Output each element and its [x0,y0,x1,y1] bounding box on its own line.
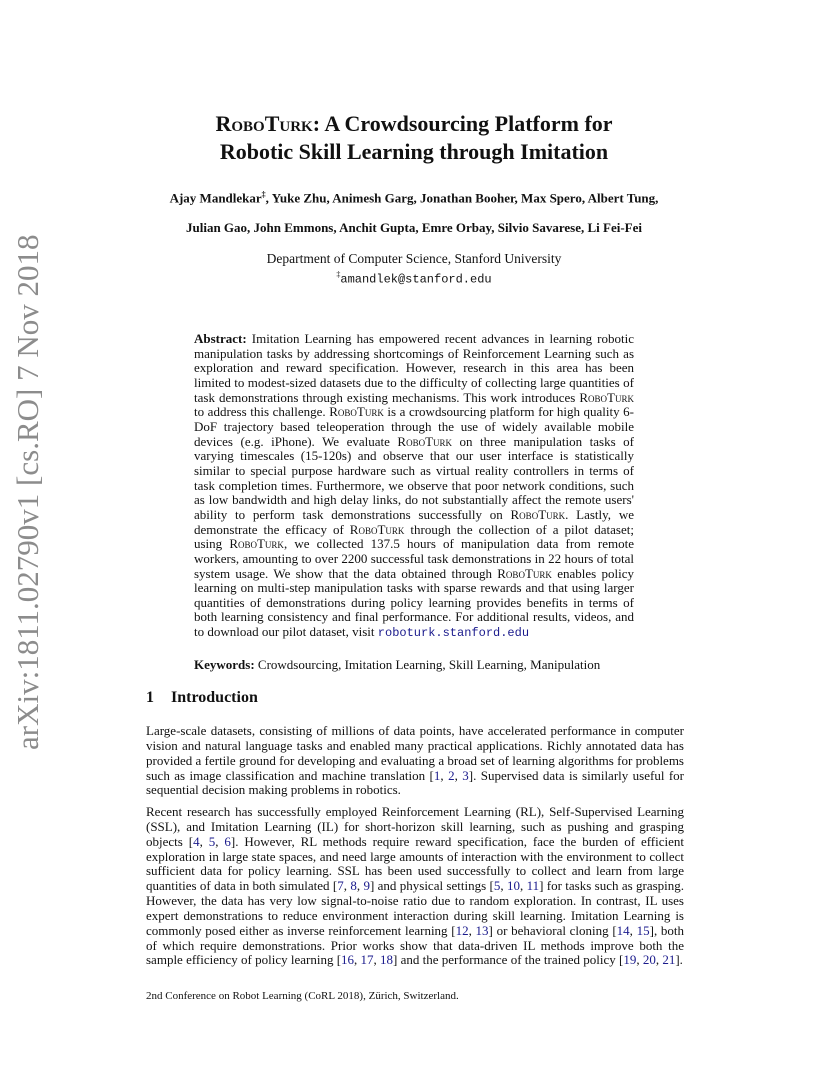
paragraph-text: ] and the performance of the trained policy [ [393,952,624,968]
abstract-text: to address this challenge. [194,404,330,420]
citation-link[interactable]: 8 [350,878,357,894]
citation-link[interactable]: 5 [493,878,501,894]
conference-footer: 2nd Conference on Robot Learning (CoRL 2018), Zürich, Switzerland. [146,990,459,1002]
citation-link[interactable]: 15 [636,922,650,938]
citation-link[interactable]: 7 [337,878,344,894]
paragraph-text: Large-scale datasets, consisting of millions of data points, have accelerated performance in computer vision and natural language tasks and enabled many practical applications. Richly annotated data has provided a fertile ground for developing and evaluating a broad set of learning algorithms for problems such as image classification and machine translation [ [146,723,684,783]
abstract-system-name: RoboTurk [497,565,552,581]
citation-link[interactable]: 1 [433,767,441,783]
authors-line2: Julian Gao, John Emmons, Anchit Gupta, Emre Orbay, Silvio Savarese, Li Fei-Fei [185,220,642,235]
citation-link[interactable]: 2 [448,767,455,783]
paragraph-text: ] for tasks such as grasping. However, the data has very low signal-to-noise ratio due to random exploration. In contrast, IL uses expert demonstrations to reduce environment interaction during skill learning. Imitation Learning is commonly posed either as inverse reinforcement learning [ [146,878,685,938]
intro-paragraph-2: Recent research has successfully employed Reinforcement Learning (RL), Self-Supervised Learning (SSL), and Imitation Learning (IL) for short-horizon skill learning, such as pushing and grasping objects [4, 5, 6]. However, RL methods require reward specification, face the burden of efficient exploration in large state spaces, and need large amounts of interaction with the environment to collect sufficient data for policy learning. SSL has been used successfully to collect and learn from large quantities of data in both simulated [7, 8, 9] and physical settings [5, 10, 11] for tasks such as grasping. However, the data has very low signal-to-noise ratio due to random exploration. In contrast, IL uses expert demonstrations to reduce environment interaction during skill learning. Imitation Learning is commonly posed either as inverse reinforcement learning [12, 13] or behavioral cloning [14, 15], both of which require demonstrations. Prior works show that data-driven IL methods improve both the sample efficiency of policy learning [16, 17, 18] and the performance of the trained policy [19, 20, 21]. [146,804,685,968]
section-title: Introduction [171,689,258,706]
abstract-system-name: RoboTurk [329,404,384,420]
abstract [194,332,634,641]
abstract-text: is a crowdsourcing platform for high quality 6-DoF trajectory based teleoperation through the use of widely available mobile devices (e.g. iPhone). We evaluate [194,404,635,449]
citation-link[interactable]: 6 [224,833,231,849]
email-address: amandlek@stanford.edu [340,272,492,287]
author-first: Ajay Mandlekar [169,190,262,206]
abstract-system-name: RoboTurk [397,433,453,449]
abstract-text: . Lastly, we demonstrate the efficacy of [194,506,634,537]
intro-paragraph-1: Large-scale datasets, consisting of millions of data points, have accelerated performance in computer vision and natural language tasks and enabled many practical applications. Richly annotated data has provided a fertile ground for developing and evaluating a broad set of learning algorithms for problems such as image classification and machine translation [1, 2, 3]. Supervised data is similarly useful for sequential decision making problems in robotics. [146,723,685,798]
department: Department of Computer Science, Stanford University [266,251,562,266]
affiliation [0,251,828,288]
citation-link[interactable]: 19 [623,952,637,968]
paragraph-text: Recent research has successfully employed Reinforcement Learning (RL), Self-Supervised Learning (SSL), and Imitation Learning (IL) for short-horizon skill learning, such as pushing and grasping objects [ [146,804,684,849]
citation-link[interactable]: 21 [662,952,676,968]
title-line2: Robotic Skill Learning through Imitation [219,139,609,164]
section-heading [146,689,258,707]
project-link[interactable]: roboturk.stanford.edu [377,626,530,641]
paragraph-text: ]. Supervised data is similarly useful for sequential decision making problems in robotics. [146,767,685,798]
citation-link[interactable]: 18 [380,952,394,968]
citation-link[interactable]: 16 [341,952,355,968]
keywords-text: Crowdsourcing, Imitation Learning, Skill Learning, Manipulation [254,657,601,672]
keywords-label: Keywords: [194,657,255,672]
abstract-text: , we collected 137.5 hours of manipulation data from remote workers, amounting to over 2200 successful task demonstrations in 22 hours of total system usage. We show that the data obtained through [194,536,635,581]
paragraph-text: ]. However, RL methods require reward specification, face the burden of efficient exploration in large state spaces, and need large amounts of interaction with the environment to collect sufficient data for policy learning. SSL has been used successfully to collect and learn from large quantities of data in both simulated [ [146,833,685,894]
paragraph-text: ], both of which require demonstrations. Prior works show that data-driven IL methods improve both the sample efficiency of policy learning [ [146,922,685,968]
section-number: 1 [146,689,154,706]
abstract-text: through the collection of a pilot dataset; using [194,521,634,552]
paragraph-text: ] and physical settings [ [369,878,494,894]
title-system-name: RoboTurk [215,111,313,136]
keywords [194,657,634,673]
abstract-text: enables policy learning on multi-step manipulation tasks with sparse rewards and that using larger quantities of demonstrations during policy learning provides benefits in terms of both learning consistency and final performance. For additional results, videos, and to download our pilot dataset, visit [194,565,634,640]
abstract-label: Abstract: [194,331,247,346]
citation-link[interactable]: 9 [363,878,370,894]
abstract-system-name: RoboTurk [349,521,405,537]
citation-link[interactable]: 12 [455,922,469,938]
abstract-system-name: RoboTurk [579,389,634,405]
citation-link[interactable]: 4 [193,833,200,849]
abstract-text: on three manipulation tasks of varying timescales (15-120s) and observe that our user interface is statistically similar to special purpose hardware such as virtual reality controllers in terms of task completion times. Furthermore, we observe that poor network conditions, such as low bandwidth and high delay links, do not substantially affect the remote users' ability to perform task demonstrations successfully on [194,433,634,522]
citation-link[interactable]: 14 [616,922,630,938]
citation-link[interactable]: 10 [506,878,520,894]
abstract-text: Imitation Learning has empowered recent advances in learning robotic manipulation tasks by addressing shortcomings of Reinforcement Learning such as exploration and reward specification. However, research in this area has been limited to modest-sized datasets due to the difficulty of collecting large quantities of task demonstrations through existing mechanisms. This work introduces [194,331,634,405]
title-line1: : A Crowdsourcing Platform for [312,111,613,136]
citation-link[interactable]: 3 [462,767,469,783]
arxiv-stamp [8,234,54,750]
citation-link[interactable]: 17 [360,952,374,968]
email-mark: ‡ [336,270,341,279]
paragraph-text: ]. [675,952,683,968]
abstract-system-name: RoboTurk [510,506,566,522]
paper-title [0,110,828,166]
abstract-system-name: RoboTurk [229,536,284,552]
citation-link[interactable]: 11 [526,878,540,894]
author-mark: ‡ [261,190,266,199]
authors-line1 [0,190,828,206]
paragraph-text: ] or behavioral cloning [ [488,922,617,938]
citation-link[interactable]: 20 [642,952,656,968]
arxiv-id: arXiv:1811.02790v1 [cs.RO] 7 Nov 2018 [10,234,45,750]
citation-link[interactable]: 5 [208,833,216,849]
citation-link[interactable]: 13 [475,922,489,938]
author-rest: , Yuke Zhu, Animesh Garg, Jonathan Booher, Max Spero, Albert Tung, [265,190,659,206]
